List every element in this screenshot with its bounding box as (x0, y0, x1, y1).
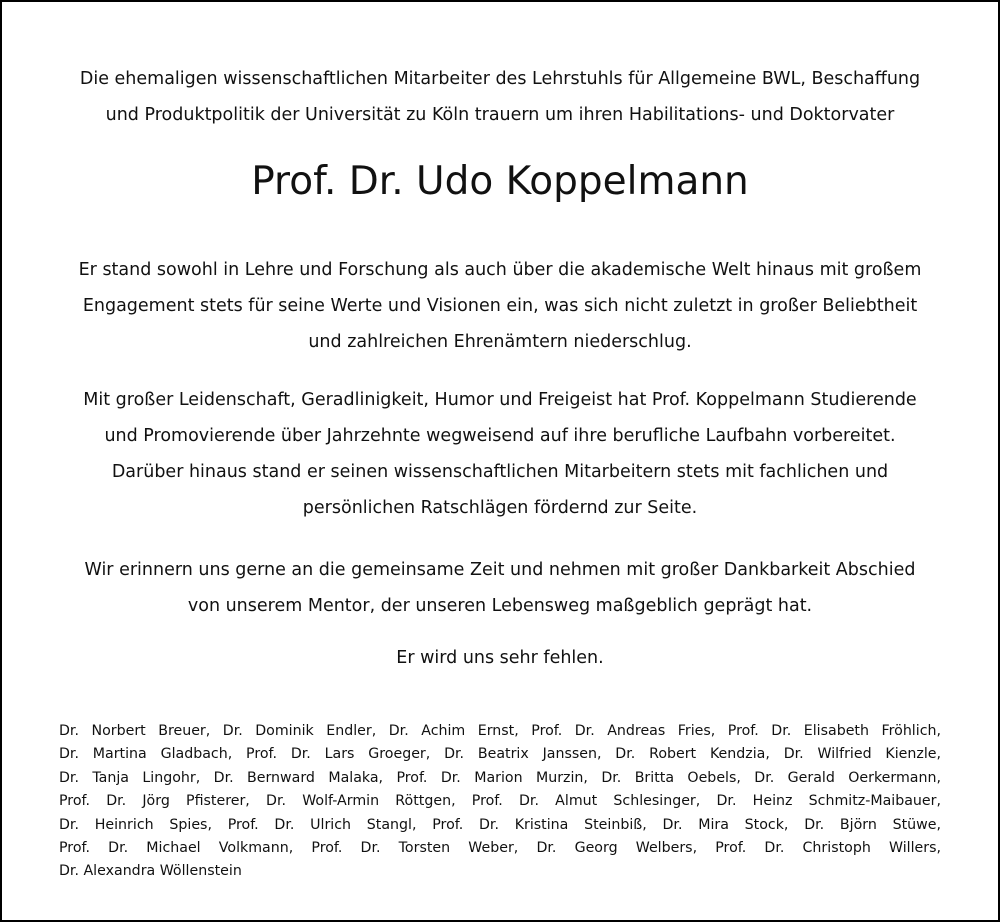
tribute-paragraph-2 (40, 382, 960, 526)
signers-line: Prof. Dr. Jörg Pfisterer, Dr. Wolf-Armin Röttgen, Prof. Dr. Almut Schlesinger, Dr. Heinz Schmitz-Maibauer, (59, 793, 941, 810)
closing-line (40, 640, 960, 676)
paragraph-line: Wir erinnern uns gerne an die gemeinsame Zeit und nehmen mit großer Dankbarkeit Abschied (84, 560, 916, 580)
paragraph-line: von unserem Mentor, der unseren Lebensweg maßgeblich geprägt hat. (187, 596, 813, 616)
paragraph-line: Er stand sowohl in Lehre und Forschung als auch über die akademische Welt hinaus mit großem (78, 260, 922, 280)
paragraph-line: und zahlreichen Ehrenämtern niederschlug. (308, 332, 692, 352)
signers-line: Dr. Martina Gladbach, Prof. Dr. Lars Groeger, Dr. Beatrix Janssen, Dr. Robert Kendzia, Dr. Wilfried Kienzle, (59, 746, 941, 763)
signers-line: Dr. Alexandra Wöllenstein (59, 863, 242, 880)
signers-line: Dr. Norbert Breuer, Dr. Dominik Endler, Dr. Achim Ernst, Prof. Dr. Andreas Fries, Prof. Dr. Elisabeth Fröhlich, (59, 723, 941, 739)
tribute-paragraph-1 (40, 252, 960, 360)
intro-text (40, 61, 960, 133)
intro-line: und Produktpolitik der Universität zu Köln trauern um ihren Habilitations- und Doktorvater (105, 105, 895, 125)
paragraph-line: und Promovierende über Jahrzehnte wegweisend auf ihre berufliche Laufbahn vorbereitet. (104, 426, 896, 446)
signers-line: Dr. Tanja Lingohr, Dr. Bernward Malaka, Prof. Dr. Marion Murzin, Dr. Britta Oebels, Dr. Gerald Oerkermann, (59, 769, 941, 786)
paragraph-line: Er wird uns sehr fehlen. (396, 648, 604, 668)
signers-line: Dr. Heinrich Spies, Prof. Dr. Ulrich Stangl, Prof. Dr. Kristina Steinbiß, Dr. Mira Stock, Dr. Björn Stüwe, (59, 816, 941, 833)
paragraph-line: Mit großer Leidenschaft, Geradlinigkeit, Humor und Freigeist hat Prof. Koppelmann Studierende (83, 390, 917, 410)
signers-line: Prof. Dr. Michael Volkmann, Prof. Dr. Torsten Weber, Dr. Georg Welbers, Prof. Dr. Christoph Willers, (59, 840, 941, 857)
paragraph-line: Engagement stets für seine Werte und Visionen ein, was sich nicht zuletzt in großer Beliebtheit (82, 296, 918, 316)
deceased-name: Prof. Dr. Udo Koppelmann (251, 159, 749, 204)
signers-list (59, 720, 941, 884)
intro-line: Die ehemaligen wissenschaftlichen Mitarbeiter des Lehrstuhls für Allgemeine BWL, Beschaffung (79, 69, 921, 89)
farewell-paragraph (40, 552, 960, 624)
paragraph-line: persönlichen Ratschlägen fördernd zur Seite. (302, 498, 698, 518)
paragraph-line: Darüber hinaus stand er seinen wissenschaftlichen Mitarbeitern stets mit fachlichen und (111, 462, 889, 482)
